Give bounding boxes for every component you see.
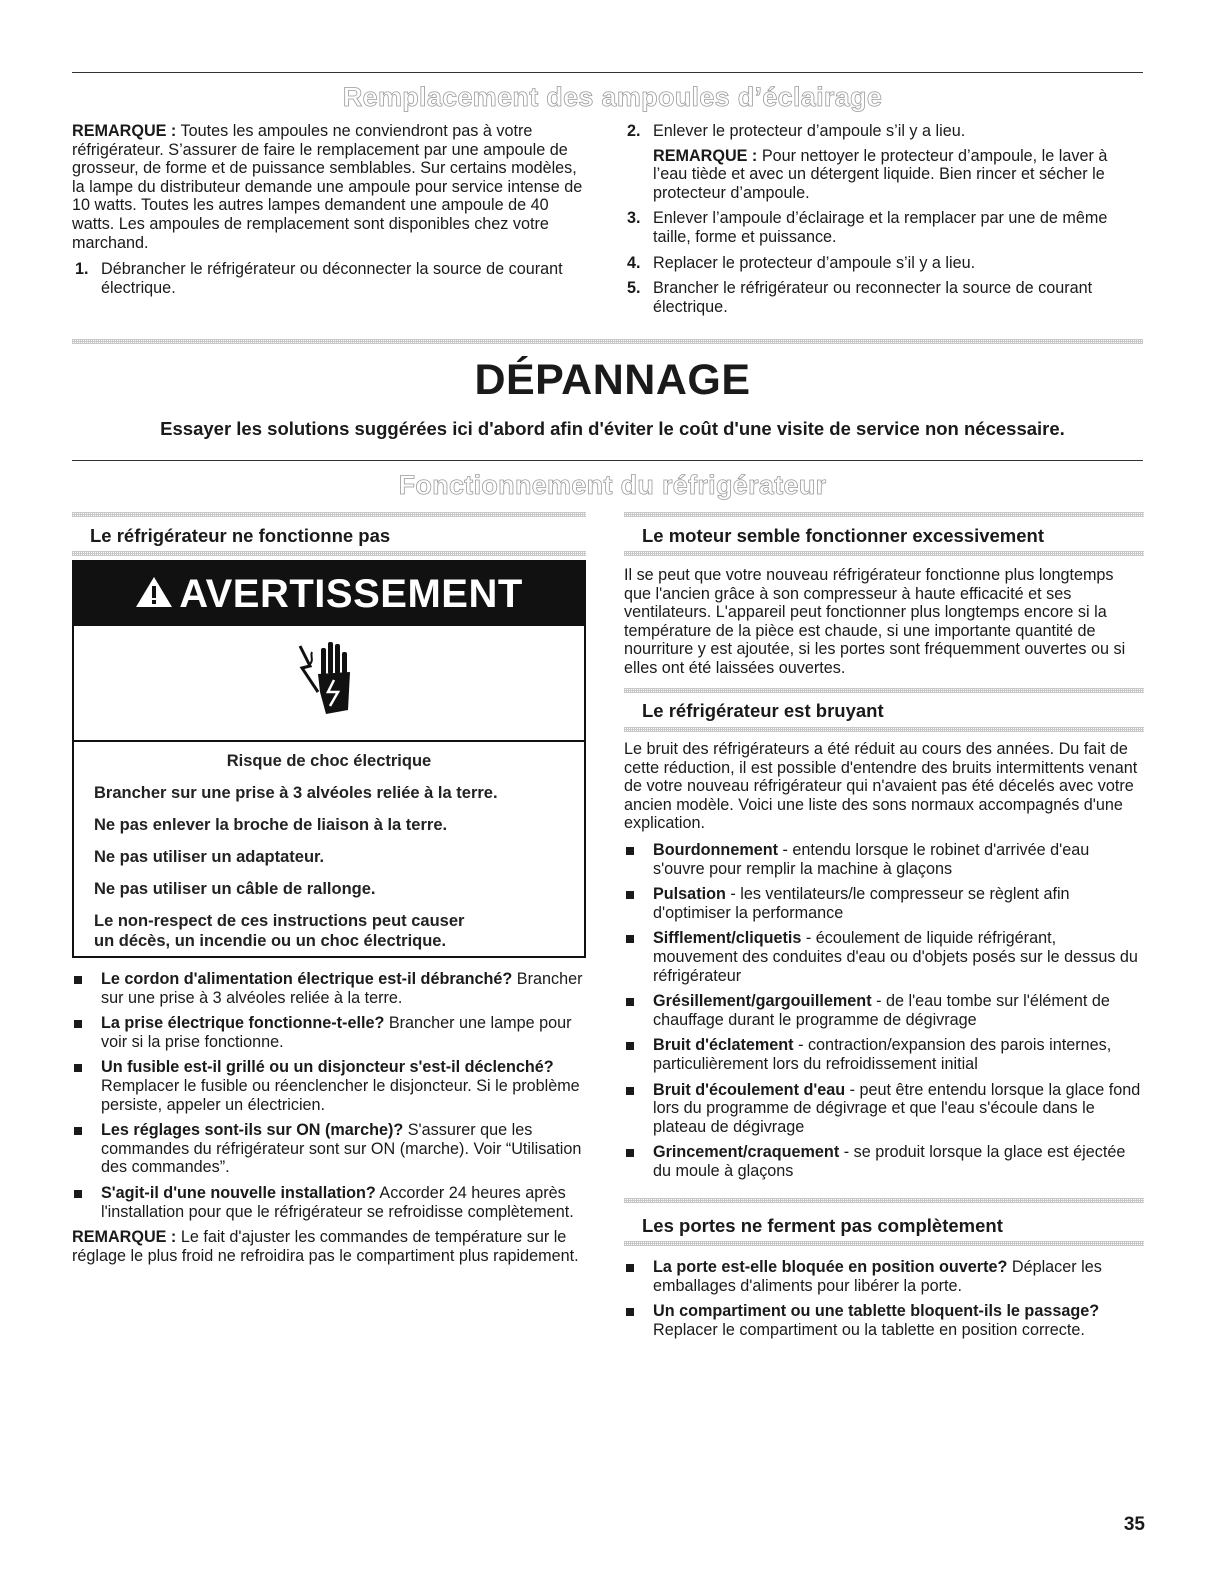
list-item	[72, 1014, 587, 1051]
dotted-separator	[72, 512, 586, 517]
list-item	[624, 929, 1144, 985]
dotted-separator	[624, 727, 1144, 732]
bullet-square-icon	[74, 1127, 82, 1135]
motor-text	[624, 566, 1144, 686]
list-item	[624, 1081, 1144, 1137]
sound-explanation: - écoulement de liquide réfrigérant, mouvement des conduites d'eau ou d'objets posés sur le dessus du réfrigérateur	[653, 929, 1138, 985]
dotted-separator	[624, 1198, 1144, 1203]
page-number: 35	[1123, 1514, 1145, 1535]
question: La prise électrique fonctionne-t-elle?	[101, 1014, 385, 1033]
subheading-doors: Les portes ne ferment pas complètement	[642, 1215, 1003, 1236]
question: Les réglages sont-ils sur ON (marche)?	[101, 1121, 404, 1140]
sound-explanation: - les ventilateurs/le compresseur se règlent afin d'optimiser la performance	[653, 885, 1070, 922]
list-item	[624, 1143, 1144, 1180]
question: Le cordon d'alimentation électrique est-il débranché?	[101, 970, 513, 988]
list-item	[624, 885, 1144, 922]
question: La porte est-elle bloquée en position ouverte?	[653, 1258, 1008, 1276]
bullet-square-icon	[626, 891, 634, 899]
paragraph: Il se peut que votre nouveau réfrigérateur fonctionne plus longtemps que l'ancien grâce à son compresseur à haute efficacité et ses ventilateurs. L'appareil peut fonctionner plus longtemps encore si la température de la pièce est chaude, si une importante quantité de nourriture y est ajoutée, si les portes sont fréquemment ouvertes ou si elles ont été laissées ouvertes.	[624, 566, 1126, 677]
warning-line: Ne pas utiliser un adaptateur.	[94, 848, 325, 866]
doors-section	[624, 1258, 1144, 1346]
question: Un fusible est-il grillé ou un disjoncteur s'est-il déclenché?	[101, 1058, 554, 1077]
list-item	[72, 1058, 587, 1114]
dotted-separator	[624, 1241, 1144, 1246]
dotted-separator	[72, 339, 1143, 344]
subheading-noise: Le réfrigérateur est bruyant	[642, 700, 884, 721]
answer: Déplacer les emballages d'aliments pour libérer la porte.	[653, 1258, 1102, 1295]
dotted-separator	[72, 551, 586, 556]
list-item	[624, 1302, 1144, 1339]
bullet-list	[624, 841, 1144, 1181]
answer: S'assurer que les commandes du réfrigérateur sont sur ON (marche). Voir “Utilisation des commandes”.	[101, 1121, 582, 1177]
list-item	[624, 254, 1144, 273]
bullet-square-icon	[626, 847, 634, 855]
warning-line: un décès, un incendie ou un choc électrique.	[94, 932, 447, 950]
bulb-section-title: Remplacement des ampoules d’éclairage	[342, 82, 883, 112]
sound-explanation: - peut être entendu lorsque la glace fond lors du programme de dégivrage et que l'eau s'écoule dans le plateau de dégivrage	[653, 1080, 1141, 1136]
sound-explanation: - se produit lorsque la glace est éjectée du moule à glaçons	[653, 1143, 1126, 1180]
answer: Brancher sur une prise à 3 alvéoles reliée à la terre.	[101, 970, 583, 1007]
sound-name: Grésillement/gargouillement	[653, 992, 872, 1011]
note-label: REMARQUE :	[653, 146, 758, 165]
sound-name: Grincement/craquement	[653, 1143, 840, 1162]
step-text: Enlever l’ampoule d’éclairage et la remplacer par une de même taille, forme et puissance.	[653, 209, 1108, 246]
list-item	[624, 1258, 1144, 1295]
left-note	[72, 1228, 587, 1265]
bullet-square-icon	[626, 1042, 634, 1050]
answer: Replacer le compartiment ou la tablette en position correcte.	[653, 1320, 1085, 1339]
bullet-square-icon	[626, 1308, 634, 1316]
note-text: Toutes les ampoules ne conviendront pas à votre réfrigérateur. S’assurer de faire le remplacement par une ampoule de grosseur, de forme et de puissance semblables. Sur certains modèles, la lampe du distributeur demande une ampoule pour service intense de 10 watts. Toutes les autres lampes demandent une ampoule de 40 watts. Les ampoules de remplacement sont disponibles chez votre marchand.	[72, 122, 583, 252]
noise-section	[624, 740, 1144, 1187]
bullet-square-icon	[626, 1264, 634, 1272]
depannage-title: DÉPANNAGE	[474, 356, 751, 404]
bulb-steps-left	[72, 260, 587, 297]
bullet-list	[624, 1258, 1144, 1339]
note-label: REMARQUE :	[72, 122, 177, 140]
answer: Remplacer le fusible ou réenclencher le disjoncteur. Si le problème persiste, appeler un électricien.	[101, 1076, 580, 1114]
sound-name: Bruit d'éclatement	[653, 1036, 794, 1055]
list-item	[624, 1036, 1144, 1073]
answer: Accorder 24 heures après l'installation pour que le réfrigérateur se refroidisse complètement.	[101, 1183, 574, 1221]
bullet-square-icon	[74, 1020, 82, 1028]
bulb-steps-right	[624, 122, 1144, 316]
electric-shock-icon	[74, 626, 584, 740]
note-text: Le fait d'ajuster les commandes de température sur le réglage le plus froid ne refroidira pas le compartiment plus rapidement.	[72, 1228, 579, 1265]
warning-banner-text: AVERTISSEMENT	[179, 572, 523, 616]
list-item	[72, 260, 587, 297]
step-number: 3.	[627, 209, 641, 228]
sound-name: Pulsation	[653, 885, 726, 904]
bulb-left-column	[72, 122, 587, 304]
sound-explanation: - de l'eau tombe sur l'élément de chauffage durant le programme de dégivrage	[653, 992, 1110, 1029]
warning-banner	[74, 562, 584, 626]
step2-note	[653, 147, 1144, 203]
bullet-square-icon	[74, 1064, 82, 1072]
list-item	[624, 279, 1144, 316]
bullet-square-icon	[74, 1190, 82, 1198]
dotted-separator	[624, 688, 1144, 693]
list-item	[72, 970, 587, 1007]
sound-explanation: - entendu lorsque le robinet d'arrivée d'eau s'ouvre pour remplir la machine à glaçons	[653, 840, 1090, 878]
list-item	[624, 209, 1144, 246]
step-number: 1.	[75, 260, 89, 279]
electric-shock-hazard-image	[74, 626, 584, 742]
bullet-list	[72, 970, 587, 1221]
step-number: 4.	[627, 253, 641, 272]
step-text: Brancher le réfrigérateur ou reconnecter la source de courant électrique.	[653, 279, 1093, 316]
warning-line: Ne pas enlever la broche de liaison à la terre.	[94, 816, 448, 834]
note-label: REMARQUE :	[72, 1228, 177, 1247]
warning-line: Risque de choc électrique	[226, 752, 432, 770]
sound-explanation: - contraction/expansion des parois internes, particulièrement lors du refroidissement initial	[653, 1036, 1112, 1073]
bullet-square-icon	[74, 976, 82, 984]
step-text: Débrancher le réfrigérateur ou déconnecter la source de courant électrique.	[101, 260, 563, 297]
step-text: Enlever le protecteur d’ampoule s’il y a lieu.	[653, 122, 966, 140]
fonctionnement-title: Fonctionnement du réfrigérateur	[398, 470, 827, 500]
list-item	[72, 1184, 587, 1221]
list-item	[624, 841, 1144, 878]
bullet-square-icon	[626, 1087, 634, 1095]
step-number: 2.	[627, 122, 641, 140]
paragraph: Le bruit des réfrigérateurs a été réduit au cours des années. Du fait de cette réduction, il est possible d'entendre des bruits intermittents venant de votre nouveau réfrigérateur qui n'avaient pas été décelés avec votre ancien modèle. Voici une liste des sons normaux accompagnés d'une explication.	[624, 740, 1138, 833]
depannage-subtitle: Essayer les solutions suggérées ici d'abord afin d'éviter le coût d'une visite de service non nécessaire.	[160, 418, 1065, 439]
warning-line: Brancher sur une prise à 3 alvéoles reliée à la terre.	[94, 784, 498, 802]
sound-name: Bruit d'écoulement d'eau	[653, 1080, 846, 1099]
dotted-separator	[624, 551, 1144, 556]
answer: Brancher une lampe pour voir si la prise fonctionne.	[101, 1014, 572, 1051]
step-number: 5.	[627, 279, 641, 298]
top-rule	[72, 72, 1143, 73]
question: Un compartiment ou une tablette bloquent-ils le passage?	[653, 1302, 1100, 1321]
step-text: Replacer le protecteur d’ampoule s’il y a lieu.	[653, 253, 976, 272]
list-item	[72, 1121, 587, 1177]
bulb-right-column	[624, 122, 1144, 323]
subheading-not-working: Le réfrigérateur ne fonctionne pas	[90, 525, 391, 546]
not-working-checklist	[72, 970, 587, 1273]
subheading-motor: Le moteur semble fonctionner excessivement	[642, 525, 1044, 546]
sound-name: Bourdonnement	[653, 840, 778, 859]
question: S'agit-il d'une nouvelle installation?	[101, 1183, 376, 1202]
bullet-square-icon	[626, 998, 634, 1006]
sound-name: Sifflement/cliquetis	[653, 929, 802, 948]
warning-line: Ne pas utiliser un câble de rallonge.	[94, 880, 376, 898]
bullet-square-icon	[626, 1149, 634, 1157]
list-item	[624, 122, 1144, 202]
section-rule	[72, 460, 1143, 461]
warning-box	[72, 560, 586, 958]
dotted-separator	[624, 512, 1144, 517]
note-text: Pour nettoyer le protecteur d’ampoule, le laver à l’eau tiède et avec un détergent liquide. Bien rincer et sécher le protecteur d’ampoule.	[653, 146, 1108, 202]
warning-line: Le non-respect de ces instructions peut causer	[94, 912, 465, 930]
warning-triangle-icon	[135, 564, 173, 628]
bullet-square-icon	[626, 935, 634, 943]
list-item	[624, 992, 1144, 1029]
bulb-note	[72, 122, 587, 252]
